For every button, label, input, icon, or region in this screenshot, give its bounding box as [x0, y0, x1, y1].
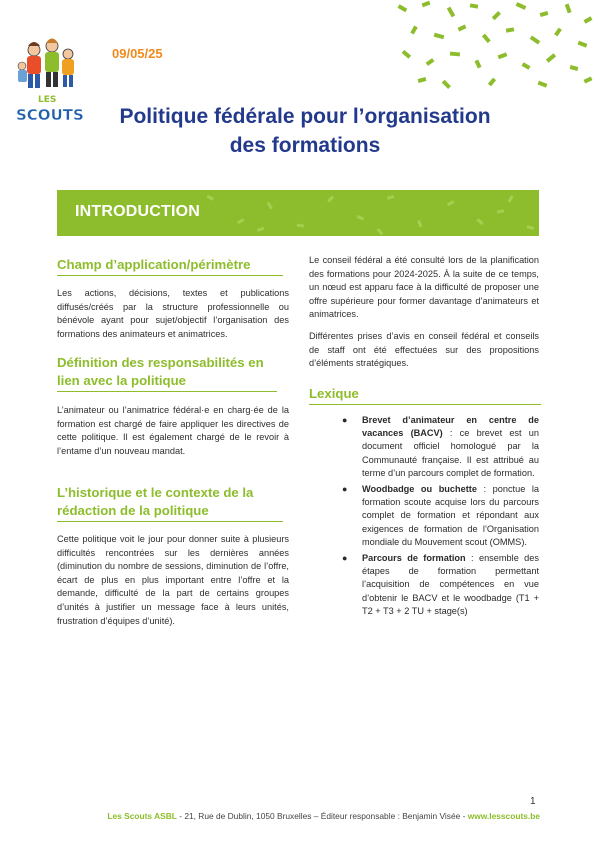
banner-label: INTRODUCTION [75, 203, 201, 220]
heading-line-1: L’historique et le contexte de la [57, 485, 254, 500]
section-responsabilites-heading [57, 354, 277, 392]
svg-text:SCOUTS: SCOUTS [16, 106, 84, 124]
bullet-icon: ● [342, 553, 348, 564]
list-item [309, 552, 539, 618]
lexique-term: Parcours de formation [362, 553, 466, 564]
heading-text: Champ d’application/périmètre [57, 257, 251, 272]
confetti-decoration [388, 0, 595, 92]
lexique-definition: : ensemble des étapes de formation permettant l’acquisition de compétences en vue d’obtenir le BACV et le woodbadge (T1 + T2 + T3 + 2 TU + stage(s) [362, 553, 539, 616]
lexique-term: Woodbadge ou buchette [362, 484, 477, 495]
list-item [309, 483, 539, 549]
lexique-term: Brevet d’animateur en centre de vacances (BACV) [362, 415, 539, 439]
bullet-icon: ● [342, 484, 348, 495]
prises-avis-paragraph: Différentes prises d’avis en conseil fédéral et conseils de staff ont été effectuées sur des propositions d’éléments stratégiques. [309, 331, 539, 369]
heading-line-2: lien avec la politique [57, 373, 186, 388]
section-historique-body: Cette politique voit le jour pour donner suite à plusieurs difficultés rencontrées sur les dernières années (diminution du nombre de sessions, diminution de l’offre, écart de plus en plus important entre l’offre et la demande, difficulté de la part de certains groupes d’unités à justifier un message face à leurs unités, frustration d’équipes d’unité). [57, 534, 289, 626]
bullet-icon: ● [342, 415, 348, 425]
title-line-2: des formations [229, 134, 381, 157]
lexique-definition: : ce brevet est un document officiel homologué par la Communauté française. Il est attribué au terme d’un parcours complet de formation. [362, 428, 539, 478]
footer-address: - 21, Rue de Dublin, 1050 Bruxelles – Éditeur responsable : Benjamin Visée - [176, 811, 468, 821]
document-title [70, 102, 540, 160]
title-line-1: Politique fédérale pour l’organisation [119, 105, 491, 128]
section-responsabilites-body: L’animateur ou l’animatrice fédéral·e en charg·ée de la formation est chargé de faire appliquer les directives de cette politique. Il est également chargé de le revoir à l’entame d’un nouveau mandat. [57, 405, 289, 456]
lexique-heading [309, 385, 541, 405]
section-historique-heading [57, 484, 283, 522]
section-champ-application-heading [57, 256, 283, 276]
heading-line-1: Définition des responsabilités en [57, 355, 264, 370]
heading-line-2: rédaction de la politique [57, 503, 209, 518]
introduction-banner [57, 190, 539, 236]
footer [60, 811, 540, 821]
svg-text:LES: LES [38, 95, 57, 105]
footer-website-link[interactable]: www.lesscouts.be [467, 811, 540, 821]
footer-org: Les Scouts ASBL [107, 811, 177, 821]
conseil-federal-paragraph: Le conseil fédéral a été consulté lors de la planification des formations pour 2024-2025. À la suite de ce temps, un nœud est apparu face à la difficulté de proposer une offre supérieure pour former davantage d’animateurs et animatrices. [309, 255, 539, 320]
section-champ-application-body: Les actions, décisions, textes et publications diffusés/créés par la structure professionnelle ou bénévole ayant pour sujet/objectif l’organisation des formations des animateurs et animatrices. [57, 288, 289, 339]
page-number: 1 [530, 796, 536, 807]
list-item [309, 414, 539, 480]
lexique-list [309, 414, 539, 621]
heading-text: Lexique [309, 386, 359, 401]
lexique-definition: : ponctue la formation scoute acquise lors du parcours complet de formation et répondant aux exigences de formation de l’Organisation mondiale du Mouvement scout (OMMS). [362, 484, 539, 547]
document-date: 09/05/25 [112, 46, 163, 61]
